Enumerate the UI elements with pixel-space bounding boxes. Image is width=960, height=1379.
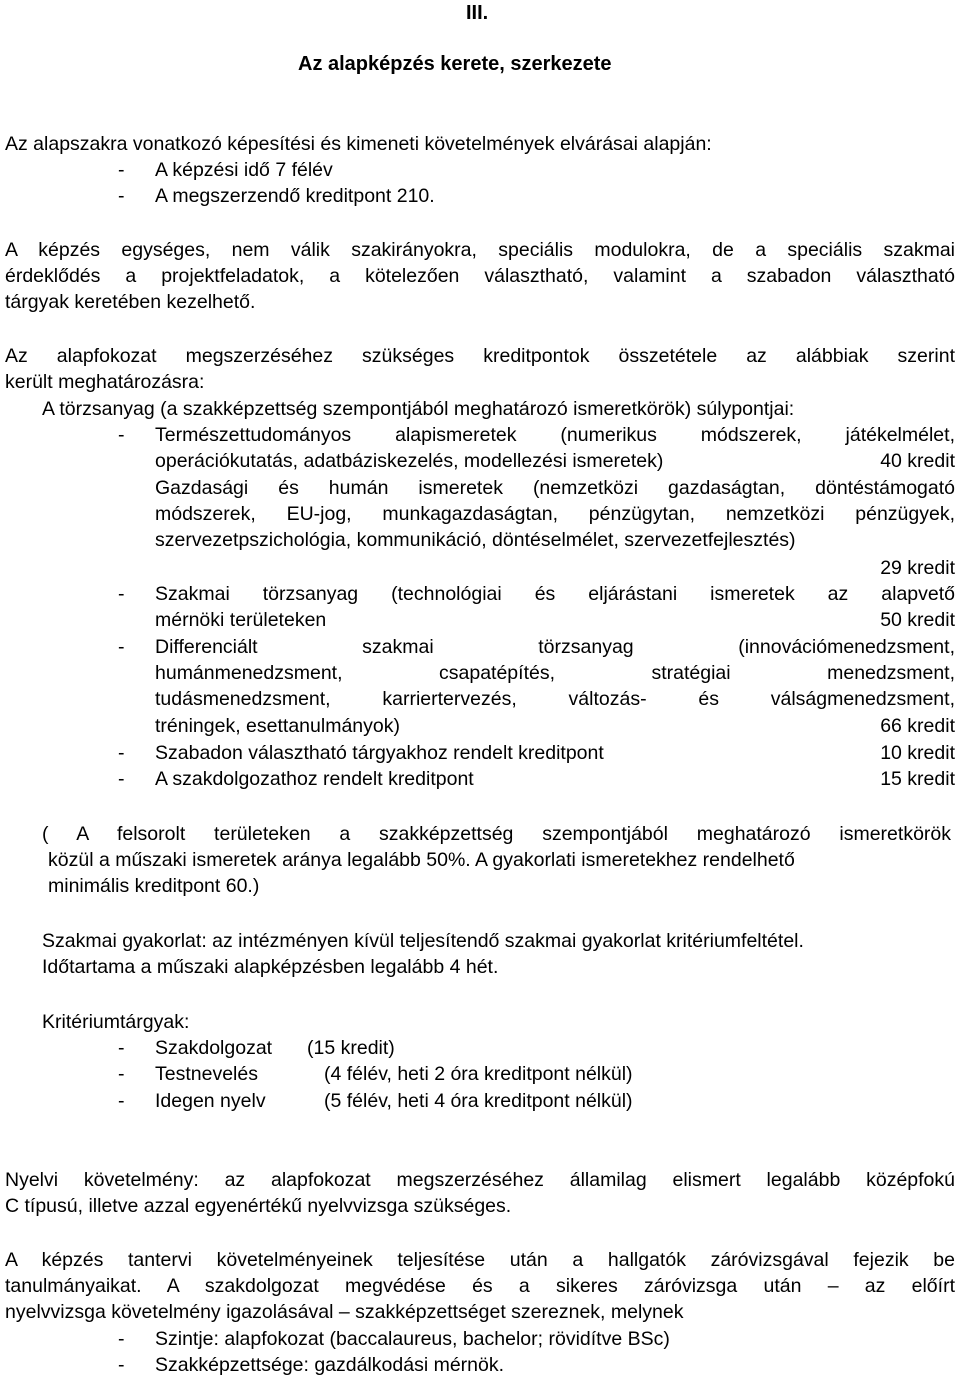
credit-item-line: Szakmai törzsanyag (technológiai és eljárástani ismeretek az alapvető xyxy=(155,583,955,605)
list-dash: - xyxy=(118,768,125,790)
list-dash: - xyxy=(118,1328,125,1350)
list-dash: - xyxy=(118,1063,125,1085)
list-dash: - xyxy=(118,583,125,605)
list-dash: - xyxy=(118,1090,125,1112)
criteria-name: Szakdolgozat xyxy=(155,1037,273,1059)
note-line: ( A felsorolt területeken a szakképzettség szempontjából meghatározó ismeretkörök xyxy=(42,823,951,845)
list-dash: - xyxy=(118,1037,125,1059)
list-dash: - xyxy=(118,424,125,446)
criteria-detail: (4 félév, heti 2 óra kreditpont nélkül) xyxy=(324,1063,633,1085)
note-line: közül a műszaki ismeretek aránya legalább 50%. A gyakorlati ismeretekhez rendelhető xyxy=(48,849,795,871)
credit-value: 66 kredit xyxy=(880,715,955,737)
criteria-title: Kritériumtárgyak: xyxy=(42,1011,190,1033)
practice-line: Időtartama a műszaki alapképzésben legalább 4 hét. xyxy=(42,956,499,978)
criteria-detail: (15 kredit) xyxy=(307,1037,395,1059)
final-line: tanulmányaikat. A szakdolgozat megvédése és a sikeres záróvizsga után – az előírt xyxy=(5,1275,955,1297)
credit-item-line: tréningek, esettanulmányok) xyxy=(155,715,400,737)
credit-value: 50 kredit xyxy=(880,609,955,631)
credit-item-line: tudásmenedzsment, karriertervezés, változás- és válságmenedzsment, xyxy=(155,688,955,710)
final-line: A képzés tantervi követelményeinek teljesítése után a hallgatók záróvizsgával fejezik be xyxy=(5,1249,955,1271)
core-subtitle: A törzsanyag (a szakképzettség szempontjából meghatározó ismeretkörök) súlypontjai: xyxy=(42,398,795,420)
page-title: Az alapképzés kerete, szerkezete xyxy=(298,53,612,75)
credit-item-line: mérnöki területeken xyxy=(155,609,327,631)
criteria-detail: (5 félév, heti 4 óra kreditpont nélkül) xyxy=(324,1090,633,1112)
credit-value: 15 kredit xyxy=(880,768,955,790)
criteria-name: Idegen nyelv xyxy=(155,1090,266,1112)
list-dash: - xyxy=(118,159,125,181)
practice-line: Szakmai gyakorlat: az intézményen kívül teljesítendő szakmai gyakorlat kritériumfeltétel. xyxy=(42,930,804,952)
paragraph-line: tárgyak keretében kezelhető. xyxy=(5,291,256,313)
credit-item-line: A szakdolgozathoz rendelt kreditpont xyxy=(155,768,474,790)
language-line: Nyelvi követelmény: az alapfokozat megszerzéséhez államilag elismert legalább középfokú xyxy=(5,1169,955,1191)
list-item: Szakképzettsége: gazdálkodási mérnök. xyxy=(155,1354,505,1376)
list-item: A megszerzendő kreditpont 210. xyxy=(155,185,435,207)
note-line: minimális kreditpont 60.) xyxy=(48,875,260,897)
final-line: nyelvvizsga követelmény igazolásával – szakképzettséget szereznek, melynek xyxy=(5,1301,684,1323)
paragraph-intro: Az alapszakra vonatkozó képesítési és kimeneti követelmények elvárásai alapján: xyxy=(5,133,712,155)
paragraph-line: A képzés egységes, nem válik szakirányokra, speciális modulokra, de a speciális szakmai xyxy=(5,239,955,261)
list-dash: - xyxy=(118,185,125,207)
paragraph-line: került meghatározásra: xyxy=(5,371,205,393)
credit-item-line: Differenciált szakmai törzsanyag (innovációmenedzsment, xyxy=(155,636,955,658)
list-dash: - xyxy=(118,636,125,658)
credit-item-line: humánmenedzsment, csapatépítés, stratégiai menedzsment, xyxy=(155,662,955,684)
credit-item-line: Természettudományos alapismeretek (numerikus módszerek, játékelmélet, xyxy=(155,424,955,446)
credit-item-line: Gazdasági és humán ismeretek (nemzetközi gazdaságtan, döntéstámogató xyxy=(155,477,955,499)
credit-value: 40 kredit xyxy=(880,450,955,472)
credit-item-line: operációkutatás, adatbáziskezelés, modellezési ismeretek) xyxy=(155,450,664,472)
criteria-name: Testnevelés xyxy=(155,1063,258,1085)
credit-item-line: szervezetpszichológia, kommunikáció, döntéselmélet, szervezetfejlesztés) xyxy=(155,529,796,551)
chapter-number: III. xyxy=(466,2,489,24)
paragraph-line: érdeklődés a projektfeladatok, a kötelezően választható, valamint a szabadon választható xyxy=(5,265,955,287)
list-dash: - xyxy=(118,1354,125,1376)
list-dash: - xyxy=(118,742,125,764)
credit-item-line: Szabadon választható tárgyakhoz rendelt kreditpont xyxy=(155,742,604,764)
credit-item-line: módszerek, EU-jog, munkagazdaságtan, pénzügytan, nemzetközi pénzügyek, xyxy=(155,503,955,525)
credit-value: 29 kredit xyxy=(880,557,955,579)
language-line: C típusú, illetve azzal egyenértékű nyelvvizsga szükséges. xyxy=(5,1195,512,1217)
list-item: Szintje: alapfokozat (baccalaureus, bachelor; rövidítve BSc) xyxy=(155,1328,670,1350)
paragraph-line: Az alapfokozat megszerzéséhez szükséges kreditpontok összetétele az alábbiak szerint xyxy=(5,345,955,367)
credit-value: 10 kredit xyxy=(880,742,955,764)
list-item: A képzési idő 7 félév xyxy=(155,159,333,181)
